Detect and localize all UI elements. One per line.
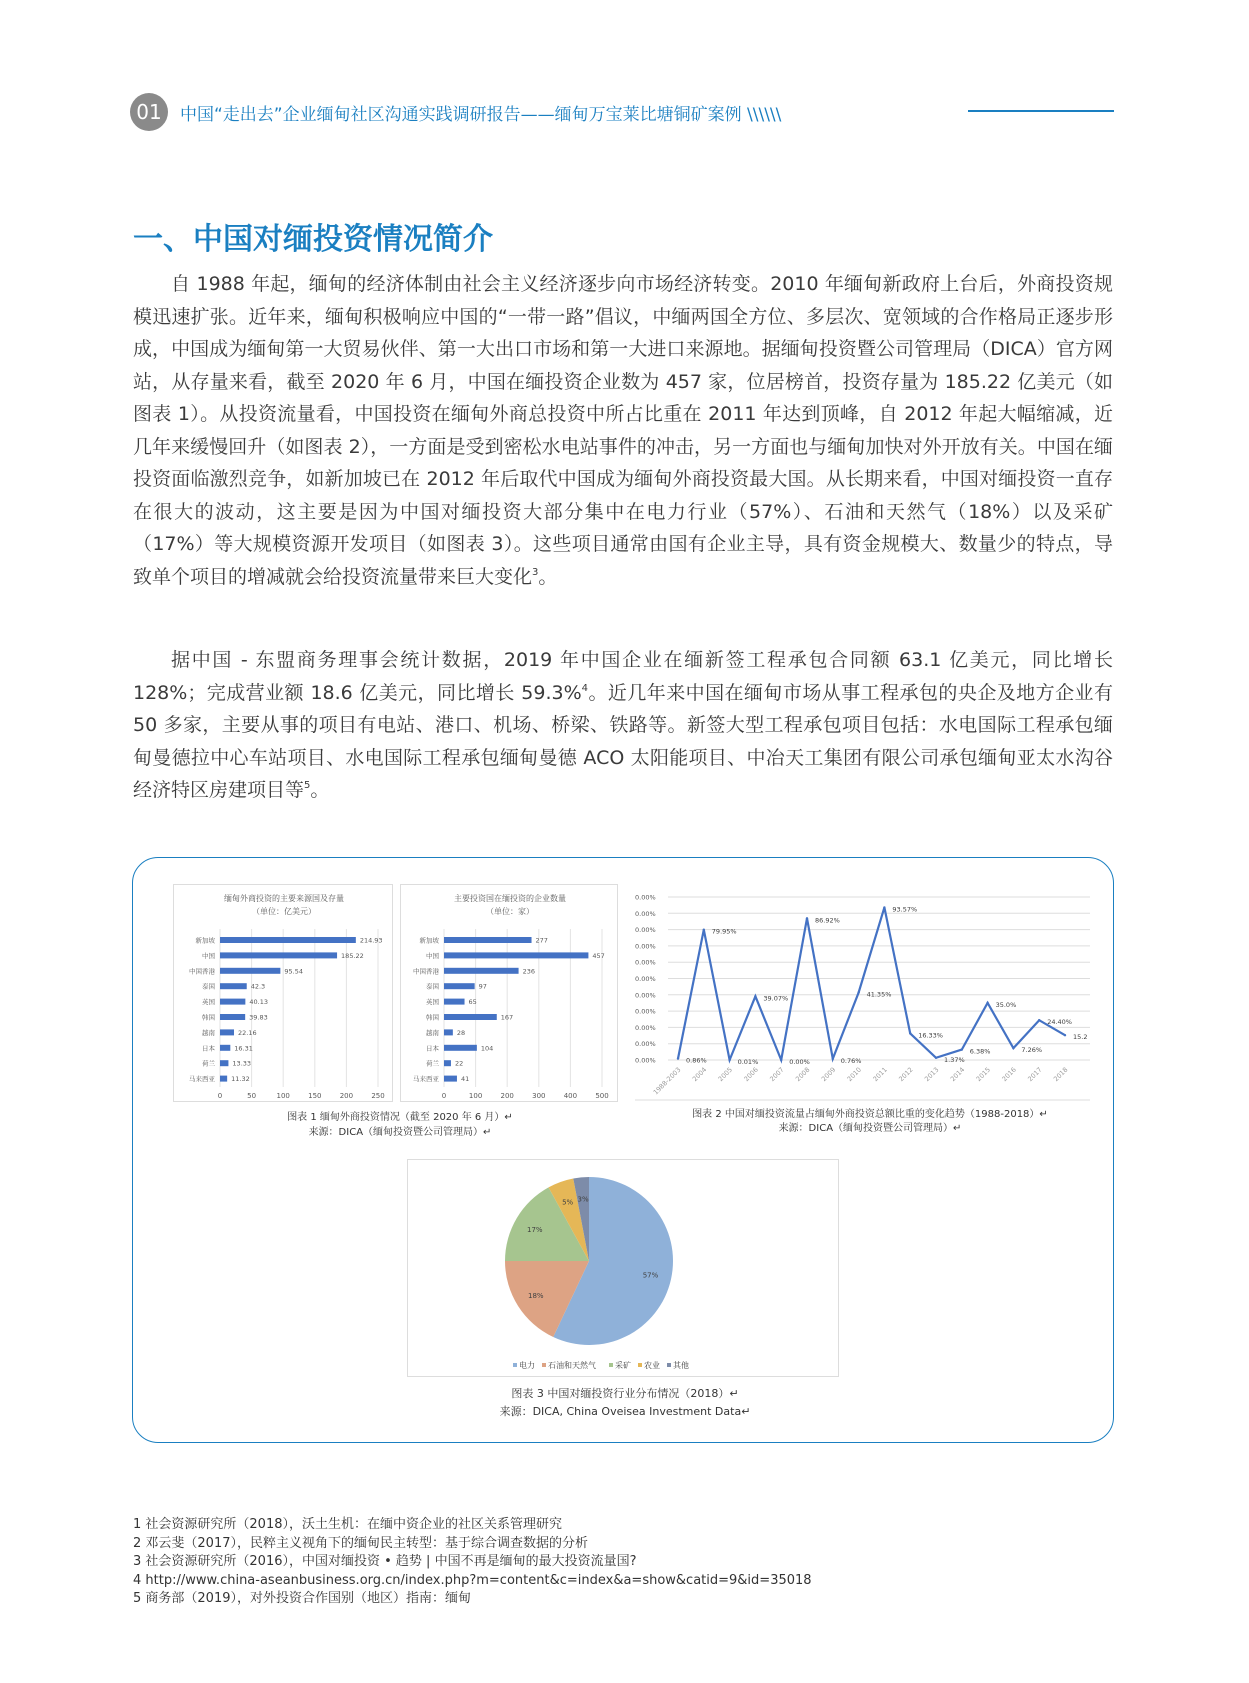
bar xyxy=(444,1014,497,1020)
x-tick-label: 100 xyxy=(468,1092,483,1100)
data-label: 0.00% xyxy=(789,1058,810,1066)
bar-chart-stock xyxy=(173,884,393,1102)
data-label: 40.13 xyxy=(249,998,268,1007)
chart-title: 主要投资国在缅投资的企业数量 xyxy=(454,894,566,903)
x-tick-label: 2013 xyxy=(923,1065,941,1084)
x-tick-label: 2012 xyxy=(897,1065,915,1084)
bar xyxy=(220,968,280,974)
legend-swatch xyxy=(638,1363,642,1367)
data-label: 214.93 xyxy=(359,936,383,945)
data-label: 97 xyxy=(478,982,487,991)
category-label: 英国 xyxy=(426,998,439,1007)
bar xyxy=(444,937,532,943)
slice-label: 17% xyxy=(526,1225,543,1234)
footnote-ref[interactable]: 3 xyxy=(532,566,539,578)
category-label: 中国香港 xyxy=(413,967,439,976)
category-label: 荷兰 xyxy=(426,1059,439,1068)
x-tick-label: 100 xyxy=(276,1092,290,1100)
footnote-ref[interactable]: 4 xyxy=(581,682,589,694)
data-label: 86.92% xyxy=(815,916,840,925)
bar xyxy=(444,983,475,989)
chart-subtitle: （单位：家） xyxy=(486,907,534,916)
data-point xyxy=(677,1057,679,1059)
data-label: 28 xyxy=(456,1028,466,1037)
category-label: 越南 xyxy=(426,1028,439,1037)
data-label: 95.54 xyxy=(284,967,303,976)
x-tick-label: 200 xyxy=(500,1092,514,1100)
legend-label: 农业 xyxy=(644,1361,660,1370)
figure1-source: 来源：DICA（缅甸投资暨公司管理局）↵ xyxy=(308,1127,492,1138)
y-tick-label: 0.00% xyxy=(635,975,656,983)
data-label: 0.86% xyxy=(686,1056,707,1065)
data-point xyxy=(961,1048,963,1050)
paragraph-2 xyxy=(133,644,1113,807)
category-label: 越南 xyxy=(202,1028,215,1037)
x-tick-label: 2008 xyxy=(794,1065,812,1084)
bar xyxy=(444,999,465,1005)
y-tick-label: 0.00% xyxy=(635,942,656,951)
data-label: 7.26% xyxy=(1021,1046,1043,1055)
category-label: 泰国 xyxy=(426,982,439,991)
data-label: 93.57% xyxy=(892,905,918,914)
bar xyxy=(220,999,245,1005)
x-tick-label: 2006 xyxy=(742,1065,760,1084)
bar xyxy=(444,952,588,958)
slice-label: 18% xyxy=(528,1291,544,1300)
x-tick-label: 1988-2003 xyxy=(651,1065,683,1097)
category-label: 中国 xyxy=(202,951,215,960)
slice-label: 3% xyxy=(577,1195,589,1204)
data-label: 0.76% xyxy=(840,1056,862,1065)
data-label: 167 xyxy=(500,1013,514,1022)
x-tick-label: 2010 xyxy=(845,1065,864,1084)
data-point xyxy=(832,1058,834,1060)
figure2-source: 来源：DICA（缅甸投资暨公司管理局）↵ xyxy=(778,1123,962,1134)
x-tick-label: 200 xyxy=(339,1092,354,1100)
figure3-source: 来源：DICA, China Oveisea Investment Data↵ xyxy=(499,1405,751,1418)
bar xyxy=(220,983,247,989)
category-label: 新加坡 xyxy=(419,936,439,945)
paragraph-text: 据中国 - 东盟商务理事会统计数据，2019 年中国企业在缅新签工程承包合同额 63.1 亿美元，同比增长 128%；完成营业额 18.6 亿美元，同比增长 59.3% xyxy=(133,649,1113,704)
running-header-title: 中国“走出去”企业缅甸社区沟通实践调研报告——缅甸万宝莱比塘铜矿案例 \\\\\\ xyxy=(180,105,782,125)
bar xyxy=(444,1076,457,1082)
line-chart-share xyxy=(635,887,1090,1102)
data-label: 13.33 xyxy=(232,1059,252,1068)
line-chart-share-svg xyxy=(635,887,1090,1102)
data-point xyxy=(780,1059,782,1061)
x-tick-label: 2005 xyxy=(716,1065,735,1084)
chapter-number-badge: 01 xyxy=(130,93,168,131)
y-tick-label: 0.00% xyxy=(635,1007,656,1016)
footnote-2: 2 邓云斐（2017），民粹主义视角下的缅甸民主转型：基于综合调查数据的分析 xyxy=(133,1535,588,1551)
data-point xyxy=(909,1032,911,1034)
legend-label: 石油和天然气 xyxy=(548,1361,596,1370)
legend-swatch xyxy=(542,1363,546,1367)
data-point xyxy=(1064,1034,1066,1036)
bar xyxy=(220,937,356,943)
data-label: 24.40% xyxy=(1047,1018,1072,1027)
pie-chart-industry-svg xyxy=(408,1160,840,1378)
y-tick-label: 0.00% xyxy=(635,1023,656,1032)
bar-chart-stock-svg xyxy=(174,885,394,1103)
bar-chart-enterprises xyxy=(400,884,618,1102)
category-label: 韩国 xyxy=(202,1013,215,1022)
data-label: 65 xyxy=(468,998,477,1007)
x-tick-label: 2017 xyxy=(1026,1065,1044,1084)
data-label: 457 xyxy=(592,951,605,960)
legend-swatch xyxy=(513,1363,517,1367)
y-tick-label: 0.00% xyxy=(635,958,656,967)
data-label: 236 xyxy=(522,967,535,976)
data-point xyxy=(703,928,705,930)
data-label: 277 xyxy=(535,936,548,945)
data-label: 41 xyxy=(460,1075,470,1084)
bar xyxy=(220,952,337,958)
data-label: 16.31 xyxy=(234,1044,253,1053)
legend-label: 电力 xyxy=(519,1361,535,1370)
legend-label: 采矿 xyxy=(615,1361,631,1370)
category-label: 泰国 xyxy=(202,982,215,991)
legend-swatch xyxy=(609,1363,613,1367)
paragraph-1 xyxy=(133,268,1113,593)
y-tick-label: 0.00% xyxy=(635,909,656,918)
category-label: 日本 xyxy=(202,1044,215,1053)
footnote-5: 5 商务部（2019），对外投资合作国别（地区）指南：缅甸 xyxy=(133,1591,471,1606)
slice-label: 5% xyxy=(562,1198,574,1207)
figure1-caption: 图表 1 缅甸外商投资情况（截至 2020 年 6 月）↵ xyxy=(287,1112,513,1123)
footnote-ref[interactable]: 5 xyxy=(304,780,311,791)
data-label: 39.83 xyxy=(249,1013,268,1022)
chart-title: 缅甸外商投资的主要来源国及存量 xyxy=(224,894,344,903)
bar xyxy=(444,1045,477,1051)
data-point xyxy=(883,906,885,908)
y-tick-label: 0.00% xyxy=(635,991,656,1000)
data-label: 22.16 xyxy=(238,1028,257,1037)
data-label: 41.35% xyxy=(866,990,892,999)
data-point xyxy=(806,917,808,919)
x-tick-label: 2016 xyxy=(1000,1065,1018,1084)
category-label: 荷兰 xyxy=(202,1059,215,1068)
data-point xyxy=(986,1002,988,1004)
pie-chart-industry xyxy=(407,1159,839,1377)
x-tick-label: 500 xyxy=(595,1092,609,1100)
chart-subtitle: （单位：亿美元） xyxy=(252,907,316,916)
data-label: 185.22 xyxy=(341,951,364,960)
data-point xyxy=(728,1059,730,1061)
x-tick-label: 400 xyxy=(563,1092,578,1100)
figure3-caption: 图表 3 中国对缅投资行业分布情况（2018）↵ xyxy=(511,1387,739,1400)
slice-label: 57% xyxy=(642,1271,659,1280)
section-title: 一、中国对缅投资情况简介 xyxy=(133,222,493,257)
legend-swatch xyxy=(667,1363,671,1367)
bar-chart-enterprises-svg xyxy=(401,885,619,1103)
data-label: 16.33% xyxy=(918,1031,943,1040)
data-point xyxy=(1012,1047,1014,1049)
x-tick-label: 300 xyxy=(532,1092,546,1100)
bar xyxy=(220,1014,245,1020)
data-label: 79.95% xyxy=(711,927,737,936)
data-label: 0.01% xyxy=(737,1057,759,1066)
bar xyxy=(220,1029,234,1035)
category-label: 韩国 xyxy=(426,1013,439,1022)
paragraph-text: 自 1988 年起，缅甸的经济体制由社会主义经济逐步向市场经济转变。2010 年缅甸新政府上台后，外商投资规模迅速扩张。近年来，缅甸积极响应中国的“一带一路”倡议，中缅两国全方位、多层次、宽领域的合作格局正逐步形成，中国成为缅甸第一大贸易伙伴、第一大出口市场和第一大进口来源地。据缅甸投资暨公司管理局（DICA）官方网站，从存量来看，截至 2020 年 6 月，中国在缅投资企业数为 457 家，位居榜首，投资存量为 185.22 亿美元（如图表 1）。从投资流量看，中国投资在缅甸外商总投资中所占比重在 2011 年达到顶峰，自 2012 年起大幅缩减，近几年来缓慢回升（如图表 2），一方面是受到密松水电站事件的冲击，另一方面也与缅甸加快对外开放有关。中国在缅投资面临激烈竞争，如新加坡已在 2012 年后取代中国成为缅甸外商投资最大国。从长期来看，中国对缅投资一直存在很大的波动，这主要是因为中国对缅投资大部分集中在电力行业（57%）、石油和天然气（18%）以及采矿（17%）等大规模资源开发项目（如图表 3）。这些项目通常由国有企业主导，具有资金规模大、数量少的特点，导致单个项目的增减就会给投资流量带来巨大变化 xyxy=(133,273,1113,588)
category-label: 马来西亚 xyxy=(189,1075,215,1084)
y-tick-label: 0.00% xyxy=(635,926,656,935)
figure2-caption: 图表 2 中国对缅投资流量占缅甸外商投资总额比重的变化趋势（1988-2018）↵ xyxy=(692,1109,1048,1120)
data-point xyxy=(1038,1019,1040,1021)
bar xyxy=(444,968,519,974)
category-label: 中国 xyxy=(426,951,439,960)
legend-label: 其他 xyxy=(673,1361,689,1370)
paragraph-end: 。 xyxy=(310,779,330,801)
footnote-3: 3 社会资源研究所（2016），中国对缅投资 • 趋势 | 中国不再是缅甸的最大投资流量国? xyxy=(133,1554,637,1569)
y-tick-label: 0.00% xyxy=(635,893,656,902)
footnotes xyxy=(133,1516,812,1609)
footnote-1: 1 社会资源研究所（2018），沃土生机：在缅中资企业的社区关系管理研究 xyxy=(133,1517,562,1532)
x-tick-label: 150 xyxy=(308,1092,322,1100)
x-tick-label: 250 xyxy=(371,1092,385,1100)
x-tick-label: 0 xyxy=(217,1092,223,1100)
data-label: 104 xyxy=(480,1044,494,1053)
x-tick-label: 2009 xyxy=(819,1065,838,1084)
bar xyxy=(444,1060,451,1066)
x-tick-label: 2011 xyxy=(871,1065,889,1084)
data-label: 39.07% xyxy=(763,994,789,1003)
data-point xyxy=(857,991,859,993)
paragraph-end: 。 xyxy=(538,565,558,588)
bar xyxy=(220,1076,227,1082)
paragraph-text: 。近几年来中国在缅甸市场从事工程承包的央企及地方企业有 50 多家，主要从事的项目有电站、港口、机场、桥梁、铁路等。新签大型工程承包项目包括：水电国际工程承包缅甸曼德拉中心车站项目、水电国际工程承包缅甸曼德 ACO 太阳能项目、中冶天工集团有限公司承包缅甸亚太水沟谷经济特区房建项目等 xyxy=(133,681,1113,801)
data-label: 15.2 xyxy=(1073,1033,1088,1042)
header-rule xyxy=(968,110,1114,112)
data-label: 22 xyxy=(454,1059,464,1068)
category-label: 马来西亚 xyxy=(413,1075,439,1084)
y-tick-label: 0.00% xyxy=(635,1056,656,1065)
y-tick-label: 0.00% xyxy=(635,1040,656,1049)
x-tick-label: 2014 xyxy=(948,1065,967,1084)
bar xyxy=(444,1029,453,1035)
category-label: 英国 xyxy=(202,998,215,1007)
data-point xyxy=(754,995,756,997)
footnote-4[interactable]: 4 http://www.china-aseanbusiness.org.cn/index.php?m=content&c=index&a=show&catid=9&id=35018 xyxy=(133,1572,812,1588)
x-tick-label: 2004 xyxy=(690,1065,709,1084)
data-label: 11.32 xyxy=(231,1075,250,1084)
bar xyxy=(220,1060,228,1066)
data-label: 42.3 xyxy=(250,982,266,991)
data-label: 6.38% xyxy=(969,1047,991,1056)
x-tick-label: 50 xyxy=(247,1092,257,1100)
category-label: 日本 xyxy=(426,1044,439,1053)
x-tick-label: 2018 xyxy=(1052,1065,1070,1084)
x-tick-label: 2015 xyxy=(974,1065,993,1084)
category-label: 新加坡 xyxy=(195,936,215,945)
data-point xyxy=(935,1057,937,1059)
category-label: 中国香港 xyxy=(189,967,215,976)
data-label: 1.37% xyxy=(944,1055,965,1064)
data-label: 35.0% xyxy=(995,1000,1017,1009)
x-tick-label: 2007 xyxy=(768,1065,786,1084)
bar xyxy=(220,1045,230,1051)
x-tick-label: 0 xyxy=(441,1092,447,1100)
